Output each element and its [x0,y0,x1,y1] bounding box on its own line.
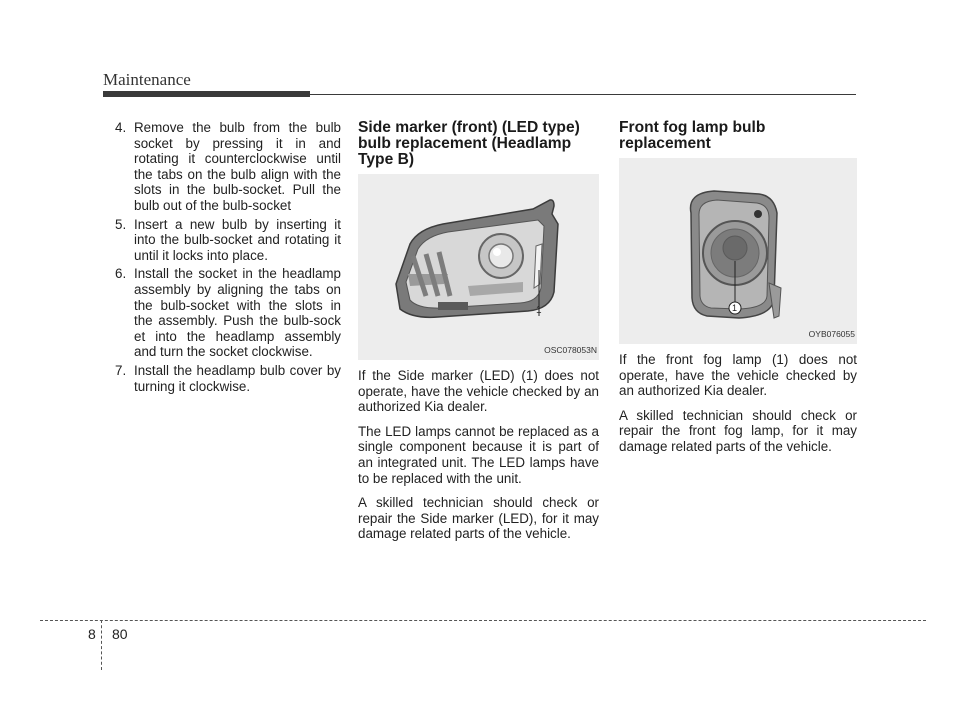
middle-column [358,120,599,542]
headlamp-illustration [358,174,599,360]
step-text: Install the headlamp bulb cover by turning it clockwise. [134,362,341,394]
figure-code: OSC078053N [544,345,597,356]
step-text: Insert a new bulb by inserting it into the bulb-socket and rotating it until it locks into place. [134,216,341,263]
paragraph: If the Side marker (LED) (1) does not operate, have the vehicle checked by an authorized Kia dealer. [358,368,599,415]
step-text: Remove the bulb from the bulb socket by pressing it in and rotating it counterclockwise until the tabs on the bulb align with the slots in the bulb-socket. Pull the bulb out of the bulb-socket [134,120,341,213]
header-title: Maintenance [103,70,191,89]
header-rule-thick [103,91,310,97]
footer-rule [40,620,926,621]
page-number: 80 [112,626,128,642]
footer-divider [101,620,102,670]
figure-code: OYB076055 [808,329,855,340]
section-number: 8 [88,626,96,642]
fog-lamp-illustration [619,158,857,344]
side-marker-heading: Side marker (front) (LED type) bulb replacement (Headlamp Type B) [358,119,580,168]
fog-lamp-heading: Front fog lamp bulb replacement [619,119,766,152]
step-item [115,266,341,360]
paragraph: A skilled technician should check or repair the Side marker (LED), for it may damage related parts of the vehicle. [358,495,599,542]
step-item [115,120,341,214]
step-number: 7. [115,362,127,378]
headlamp-figure [358,174,599,360]
step-number: 4. [115,120,127,135]
paragraph: A skilled technician should check or repair the front fog lamp, for it may damage related parts of the vehicle. [619,407,857,454]
step-item [115,363,341,394]
step-item [115,217,341,264]
fog-lamp-figure [619,158,857,344]
step-text: Install the socket in the headlamp assembly by aligning the tabs on the bulb-socket with the slots in the assembly. Push the bulb-sock et into the headlamp assembly and turn the socket clockwise. [134,266,341,360]
right-column [619,120,857,455]
paragraph: The LED lamps cannot be replaced as a single component because it is part of an integrated unit. The LED lamps have to be replaced with the unit. [358,423,599,486]
header-rule-thin [310,94,856,95]
paragraph: If the front fog lamp (1) does not operate, have the vehicle checked by an authorized Kia dealer. [619,352,857,399]
step-number: 5. [115,216,127,232]
step-number: 6. [115,266,127,282]
left-column [115,120,341,397]
step-list [115,120,341,394]
figure-callout: 1 [732,303,738,313]
figure-callout: 1 [536,305,542,316]
